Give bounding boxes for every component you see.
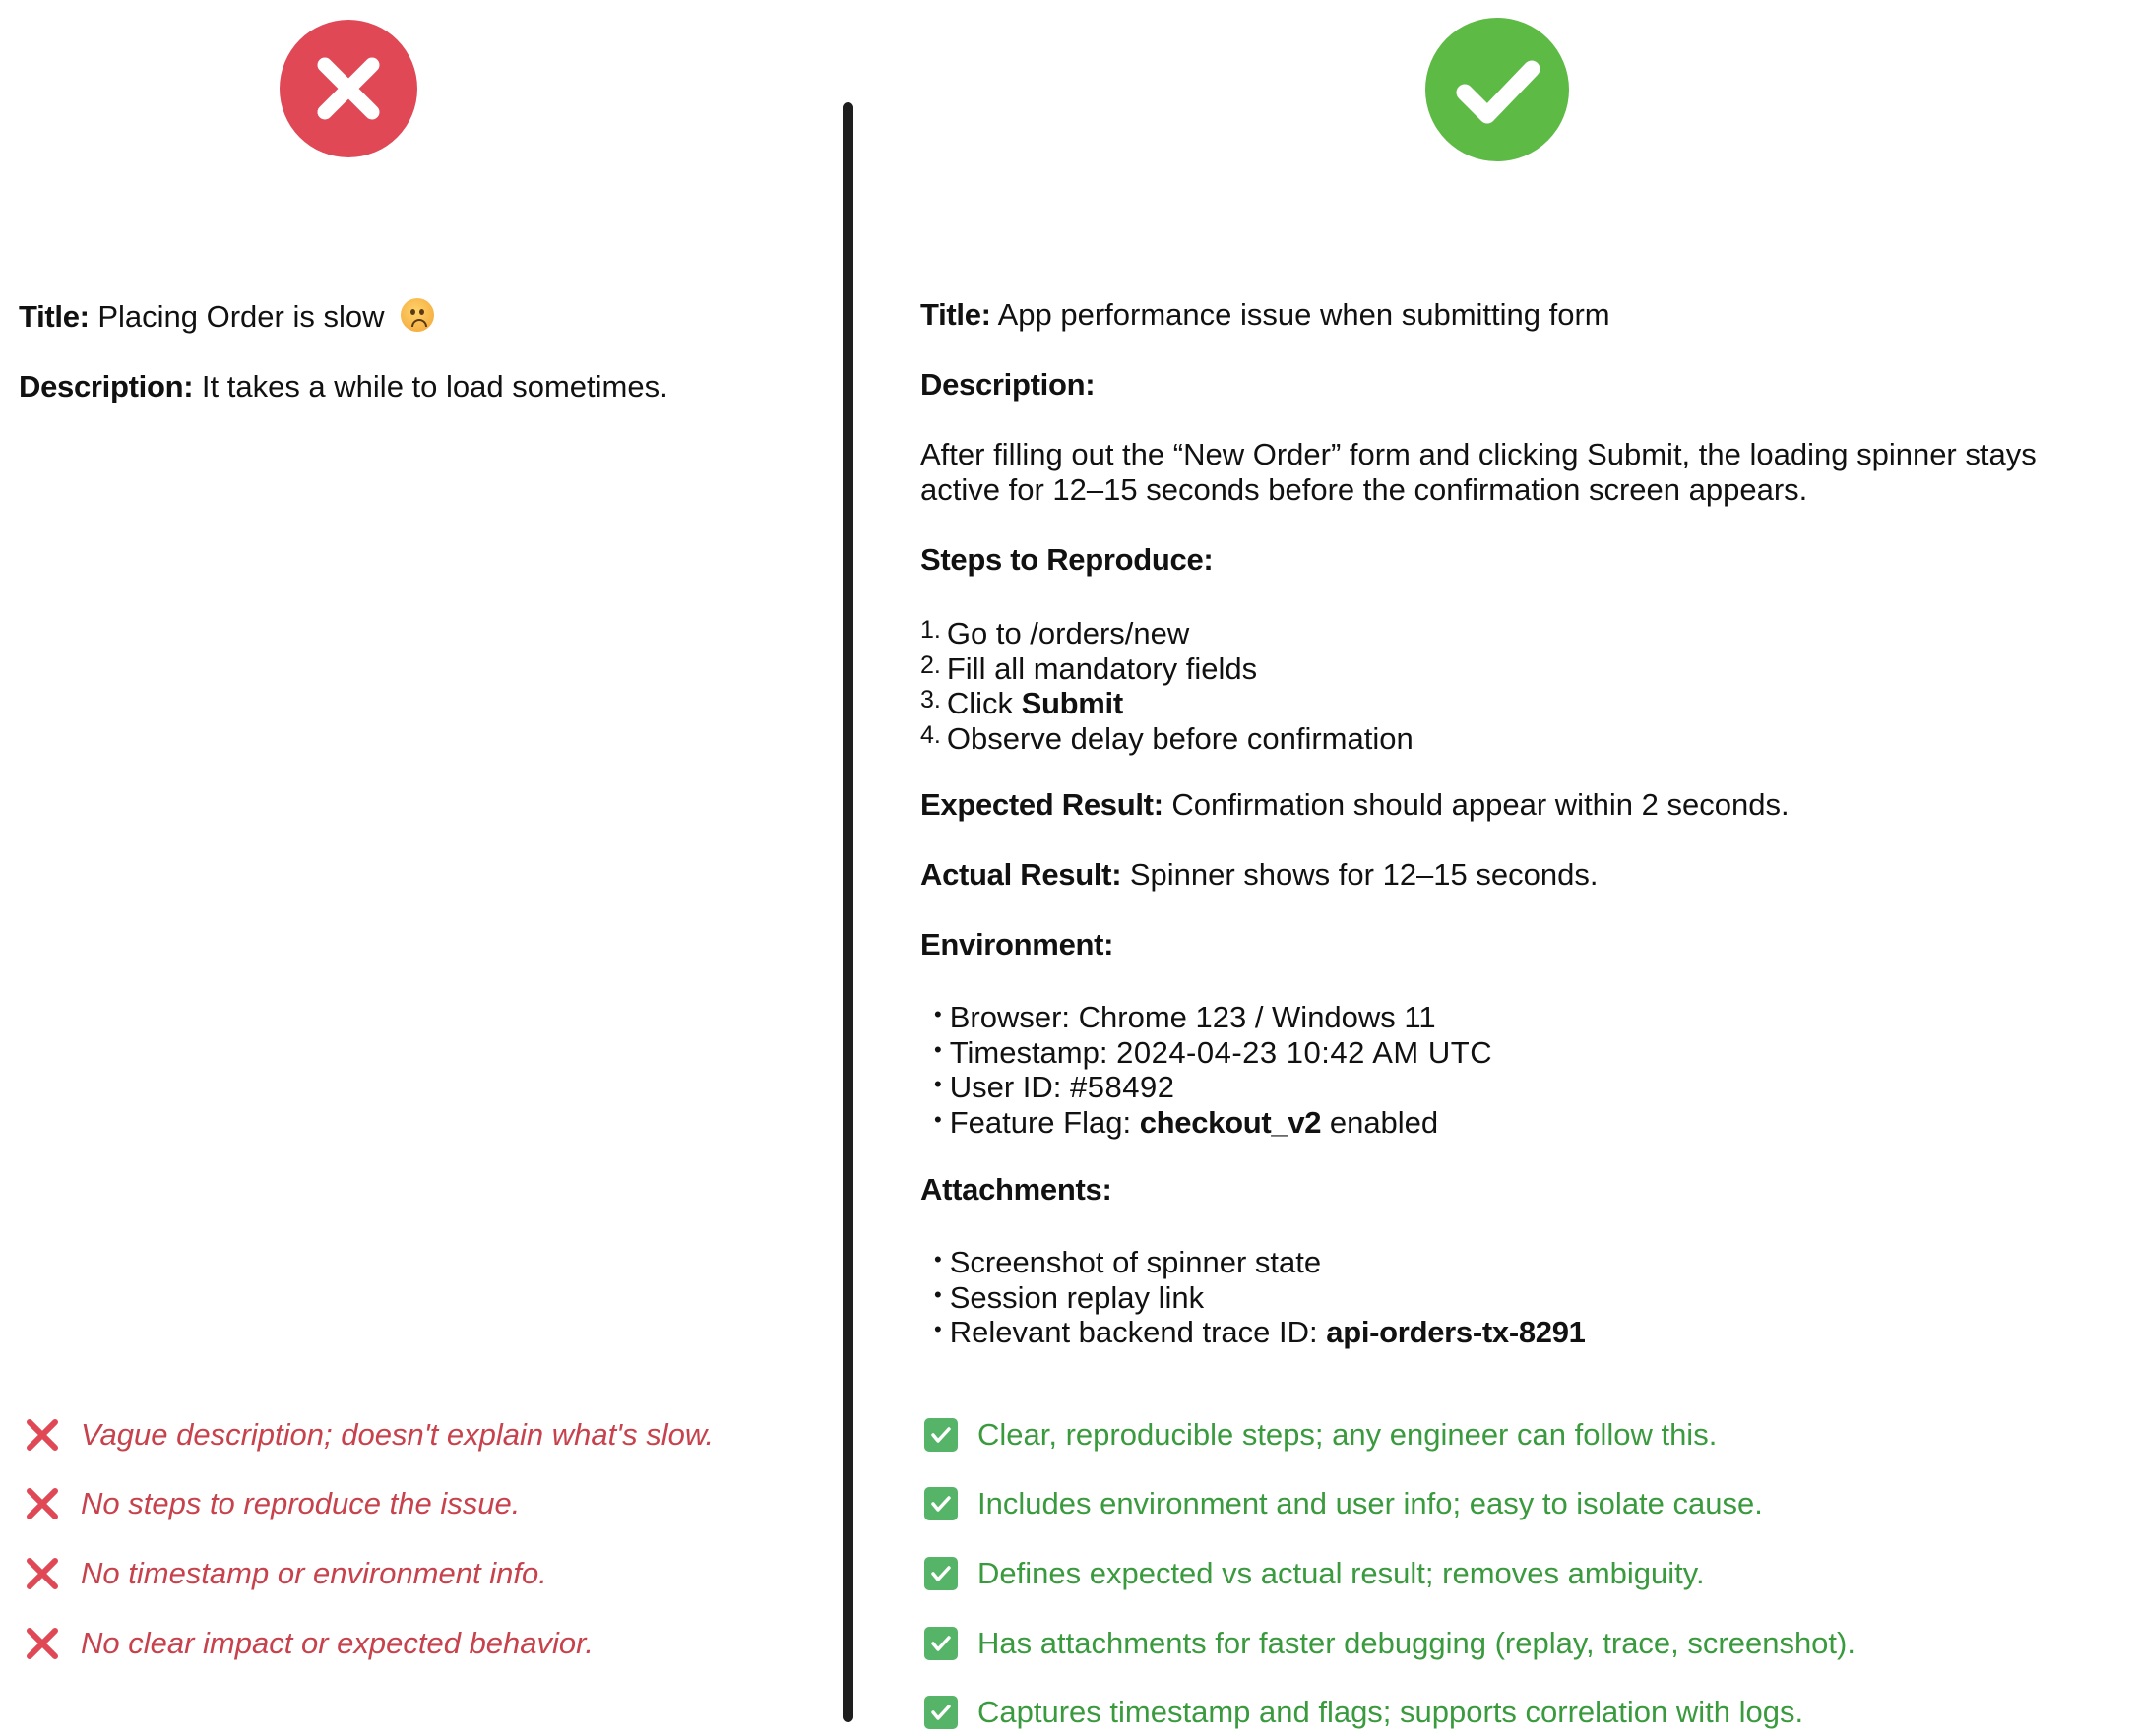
description-value: It takes a while to load sometimes. [201, 369, 668, 403]
divider-line [843, 102, 853, 1722]
environment-flag-state: enabled [1321, 1105, 1439, 1140]
environment-browser: Browser: Chrome 123 / Windows 11 [949, 1000, 1436, 1034]
x-mark-icon [24, 1625, 61, 1662]
trace-id: api-orders-tx-8291 [1326, 1315, 1586, 1349]
step-number: 2. [920, 651, 941, 679]
description-label: Description: [19, 369, 194, 403]
attachment-text: Screenshot of spinner state [949, 1245, 1322, 1279]
step-number: 3. [920, 686, 941, 713]
criticism-text: No clear impact or expected behavior. [81, 1626, 594, 1660]
checkbox-icon [924, 1487, 958, 1520]
steps-heading: Steps to Reproduce: [920, 542, 1214, 577]
step-text: Observe delay before confirmation [946, 721, 1414, 756]
step-number: 1. [920, 616, 941, 644]
x-mark-icon [24, 1555, 61, 1592]
environment-user-label: User ID: [949, 1070, 1070, 1104]
attachment-item: • Screenshot of spinner state [934, 1245, 1322, 1279]
praise-item [924, 1626, 1855, 1661]
bad-title-line [19, 298, 434, 335]
expected-result-line [920, 787, 1790, 823]
environment-user-value: #58492 [1070, 1070, 1175, 1104]
praise-item [924, 1695, 1803, 1730]
environment-timestamp-value: 2024-04-23 10:42 AM UTC [1116, 1035, 1493, 1070]
praise-item [924, 1556, 1705, 1591]
x-circle-icon [280, 20, 417, 157]
environment-timestamp-label: Timestamp: [949, 1035, 1117, 1070]
x-mark-icon [24, 1485, 61, 1522]
criticism-text: No timestamp or environment info. [81, 1556, 547, 1590]
step-number: 4. [920, 721, 941, 749]
attachment-item: • Relevant backend trace ID: api-orders-tx-8291 [934, 1315, 1586, 1349]
description-text-2: active for 12–15 seconds before the confirmation screen appears. [920, 472, 1808, 507]
step-bold-text: Submit [1021, 686, 1123, 720]
actual-result-line [920, 857, 1598, 893]
criticism-item [24, 1555, 547, 1592]
bad-description-line [19, 369, 668, 404]
environment-item: • Browser: Chrome 123 / Windows 11 [934, 1000, 1436, 1034]
criticism-text: No steps to reproduce the issue. [81, 1486, 521, 1520]
step-item [920, 648, 1257, 687]
environment-item: • Timestamp: 2024-04-23 10:42 AM UTC [934, 1035, 1493, 1070]
actual-label: Actual Result: [920, 857, 1122, 892]
expected-value: Confirmation should appear within 2 seconds. [1171, 787, 1790, 822]
actual-value: Spinner shows for 12–15 seconds. [1129, 857, 1599, 892]
criticism-item [24, 1485, 520, 1522]
title-label: Title: [19, 299, 90, 334]
title-label: Title: [920, 297, 991, 332]
check-circle-icon [1425, 18, 1569, 161]
title-value: Placing Order is slow [97, 299, 385, 334]
environment-flag-label: Feature Flag: [949, 1105, 1140, 1140]
criticism-text: Vague description; doesn't explain what's slow. [81, 1417, 715, 1452]
attachment-text: Session replay link [949, 1280, 1205, 1315]
x-mark-icon [24, 1416, 61, 1454]
attachments-heading: Attachments: [920, 1172, 1112, 1207]
praise-text: Defines expected vs actual result; removes ambiguity. [977, 1556, 1705, 1590]
attachment-item: • Session replay link [934, 1280, 1205, 1315]
attachment-text: Relevant backend trace ID: [949, 1315, 1327, 1349]
criticism-item [24, 1625, 594, 1662]
step-item [920, 682, 1123, 721]
praise-text: Has attachments for faster debugging (replay, trace, screenshot). [977, 1626, 1855, 1660]
frowning-face-icon [401, 298, 434, 332]
checkbox-icon [924, 1557, 958, 1590]
environment-heading: Environment: [920, 927, 1114, 961]
expected-label: Expected Result: [920, 787, 1163, 822]
good-title-line [920, 297, 1610, 333]
checkbox-icon [924, 1627, 958, 1660]
praise-text: Includes environment and user info; easy to isolate cause. [977, 1486, 1763, 1520]
checkbox-icon [924, 1696, 958, 1729]
step-text: Click [946, 686, 1022, 720]
environment-item: • Feature Flag: checkout_v2 enabled [934, 1105, 1439, 1140]
title-value: App performance issue when submitting form [997, 297, 1610, 332]
environment-flag-name: checkout_v2 [1139, 1105, 1322, 1140]
praise-item [924, 1486, 1763, 1521]
praise-text: Clear, reproducible steps; any engineer can follow this. [977, 1417, 1718, 1452]
step-item [920, 612, 1189, 651]
description-heading: Description: [920, 367, 1096, 402]
criticism-item [24, 1416, 714, 1454]
step-text: Go to /orders/new [946, 616, 1190, 651]
praise-item [924, 1417, 1717, 1453]
description-text-1: After filling out the “New Order” form and clicking Submit, the loading spinner stays [920, 437, 2037, 471]
environment-item: • User ID: #58492 [934, 1070, 1175, 1104]
step-text: Fill all mandatory fields [946, 651, 1258, 686]
step-item [920, 717, 1414, 757]
checkbox-icon [924, 1418, 958, 1452]
praise-text: Captures timestamp and flags; supports correlation with logs. [977, 1695, 1804, 1729]
